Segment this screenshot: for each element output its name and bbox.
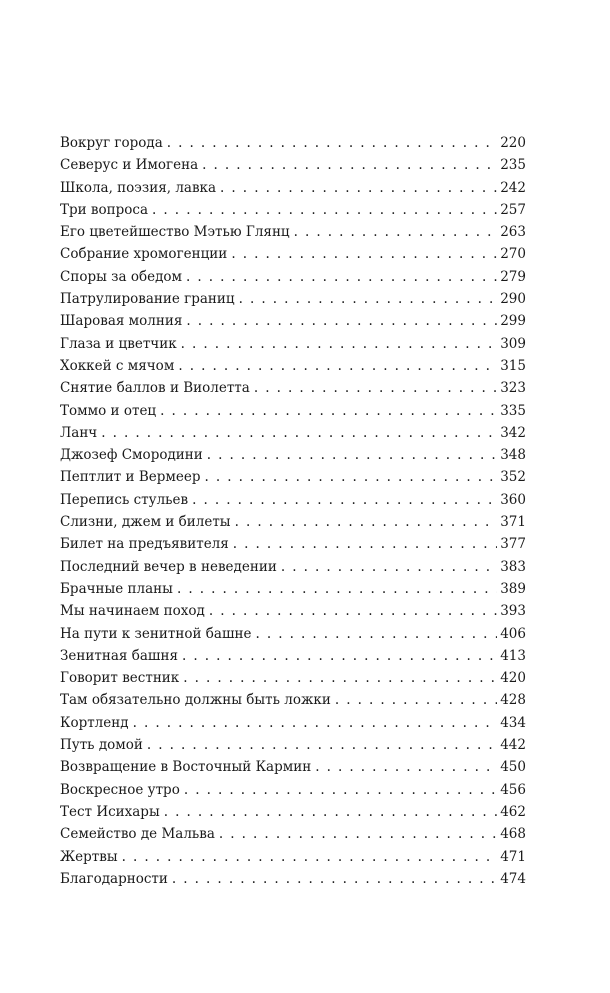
toc-entry-page: 290 (497, 288, 526, 310)
toc-entry-page: 389 (497, 578, 526, 600)
toc-entry-title: Возвращение в Восточный Кармин (60, 756, 315, 778)
toc-entry-page: 413 (497, 645, 526, 667)
toc-entry-page: 360 (497, 489, 526, 511)
toc-entry (60, 199, 526, 221)
toc-entry (60, 823, 526, 845)
toc-entry-page: 456 (497, 779, 526, 801)
toc-entry (60, 645, 526, 667)
toc-entry (60, 556, 526, 578)
dot-leader (181, 333, 498, 355)
toc-entry-page: 383 (497, 556, 526, 578)
dot-leader (167, 132, 497, 154)
toc-entry-title: Брачные планы (60, 578, 177, 600)
dot-leader (172, 868, 497, 890)
toc-entry (60, 310, 526, 332)
toc-entry-title: Ланч (60, 422, 101, 444)
toc-entry-title: Благодарности (60, 868, 172, 890)
dot-leader (177, 578, 497, 600)
toc-entry-title: Северус и Имогена (60, 154, 202, 176)
toc-entry-page: 342 (497, 422, 526, 444)
dot-leader (184, 779, 497, 801)
toc-entry-title: Глаза и цветчик (60, 333, 181, 355)
toc-entry-page: 242 (497, 177, 526, 199)
dot-leader (207, 444, 497, 466)
toc-entry (60, 221, 526, 243)
toc-entry-page: 450 (497, 756, 526, 778)
dot-leader (239, 288, 498, 310)
dot-leader (254, 377, 497, 399)
toc-entry-title: Три вопроса (60, 199, 152, 221)
toc-entry (60, 400, 526, 422)
toc-entry-page: 279 (497, 266, 526, 288)
toc-entry-title: Вокруг города (60, 132, 167, 154)
toc-entry-title: Споры за обедом (60, 266, 186, 288)
toc-entry-page: 270 (497, 243, 526, 265)
dot-leader (133, 712, 498, 734)
toc-entry-title: Хоккей с мячом (60, 355, 178, 377)
dot-leader (147, 734, 497, 756)
toc-entry (60, 377, 526, 399)
toc-entry-page: 263 (497, 221, 526, 243)
toc-entry (60, 578, 526, 600)
toc-entry-page: 323 (497, 377, 526, 399)
dot-leader (235, 511, 498, 533)
dot-leader (178, 355, 497, 377)
dot-leader (231, 243, 497, 265)
toc-entry-title: Школа, поэзия, лавка (60, 177, 220, 199)
toc-entry (60, 154, 526, 176)
toc-entry-title: Томмо и отец (60, 400, 160, 422)
toc-entry-page: 257 (497, 199, 526, 221)
dot-leader (205, 466, 498, 488)
dot-leader (335, 689, 497, 711)
toc-entry-title: Собрание хромогенции (60, 243, 231, 265)
dot-leader (160, 400, 497, 422)
toc-entry-page: 299 (497, 310, 526, 332)
dot-leader (202, 154, 497, 176)
toc-entry-title: Путь домой (60, 734, 147, 756)
toc-entry (60, 734, 526, 756)
toc-entry-page: 406 (497, 623, 526, 645)
dot-leader (219, 823, 497, 845)
toc-entry (60, 623, 526, 645)
dot-leader (294, 221, 498, 243)
dot-leader (256, 623, 498, 645)
toc-entry (60, 600, 526, 622)
toc-entry-title: Его цветейшество Мэтью Глянц (60, 221, 294, 243)
dot-leader (164, 801, 498, 823)
toc-entry-title: Пептлит и Вермеер (60, 466, 205, 488)
dot-leader (152, 199, 497, 221)
toc-entry-page: 462 (497, 801, 526, 823)
toc-entry (60, 177, 526, 199)
toc-entry-page: 468 (497, 823, 526, 845)
toc-entry-title: Жертвы (60, 846, 122, 868)
toc-entry (60, 132, 526, 154)
toc-entry (60, 779, 526, 801)
toc-entry-page: 474 (497, 868, 526, 890)
toc-entry (60, 422, 526, 444)
toc-entry-title: Воскресное утро (60, 779, 184, 801)
toc-entry-title: Говорит вестник (60, 667, 183, 689)
toc-entry-title: Мы начинаем поход (60, 600, 209, 622)
toc-entry-page: 371 (497, 511, 526, 533)
toc-entry-title: Джозеф Смородини (60, 444, 207, 466)
toc-entry (60, 288, 526, 310)
toc-entry-title: Там обязательно должны быть ложки (60, 689, 335, 711)
toc-entry-page: 220 (497, 132, 526, 154)
toc-entry (60, 355, 526, 377)
toc-entry-page: 428 (497, 689, 526, 711)
toc-entry (60, 846, 526, 868)
toc-entry-page: 471 (497, 846, 526, 868)
toc-entry (60, 756, 526, 778)
toc-entry (60, 243, 526, 265)
dot-leader (233, 533, 497, 555)
toc-entry-title: Патрулирование границ (60, 288, 239, 310)
dot-leader (182, 645, 497, 667)
dot-leader (315, 756, 497, 778)
dot-leader (192, 489, 497, 511)
toc-entry-title: Семейство де Мальва (60, 823, 219, 845)
dot-leader (101, 422, 497, 444)
toc-entry-title: Зенитная башня (60, 645, 182, 667)
toc-entry-page: 309 (497, 333, 526, 355)
toc-entry-title: Тест Исихары (60, 801, 164, 823)
toc-entry-title: Снятие баллов и Виолетта (60, 377, 254, 399)
toc-entry (60, 511, 526, 533)
toc-entry (60, 868, 526, 890)
toc-entry (60, 489, 526, 511)
toc-entry (60, 266, 526, 288)
toc-entry (60, 466, 526, 488)
toc-entry-page: 420 (497, 667, 526, 689)
toc-entry-title: Кортленд (60, 712, 133, 734)
toc-entry-page: 315 (497, 355, 526, 377)
toc-entry-title: Билет на предъявителя (60, 533, 233, 555)
toc-entry-page: 393 (497, 600, 526, 622)
dot-leader (186, 266, 497, 288)
dot-leader (122, 846, 498, 868)
dot-leader (209, 600, 497, 622)
toc-entry-title: Последний вечер в неведении (60, 556, 281, 578)
toc-entry-page: 434 (497, 712, 526, 734)
toc-entry-title: Перепись стульев (60, 489, 192, 511)
table-of-contents (60, 132, 526, 890)
toc-entry-page: 235 (497, 154, 526, 176)
toc-entry-page: 377 (497, 533, 526, 555)
toc-entry-page: 442 (497, 734, 526, 756)
toc-entry (60, 333, 526, 355)
toc-entry-title: Шаровая молния (60, 310, 186, 332)
toc-entry-page: 335 (497, 400, 526, 422)
toc-entry-title: На пути к зенитной башне (60, 623, 256, 645)
toc-entry-title: Слизни, джем и билеты (60, 511, 235, 533)
dot-leader (220, 177, 497, 199)
dot-leader (281, 556, 497, 578)
toc-entry-page: 348 (497, 444, 526, 466)
toc-entry (60, 689, 526, 711)
toc-entry (60, 712, 526, 734)
dot-leader (183, 667, 497, 689)
dot-leader (186, 310, 497, 332)
toc-entry (60, 801, 526, 823)
toc-entry (60, 667, 526, 689)
toc-entry-page: 352 (497, 466, 526, 488)
toc-entry (60, 444, 526, 466)
toc-entry (60, 533, 526, 555)
